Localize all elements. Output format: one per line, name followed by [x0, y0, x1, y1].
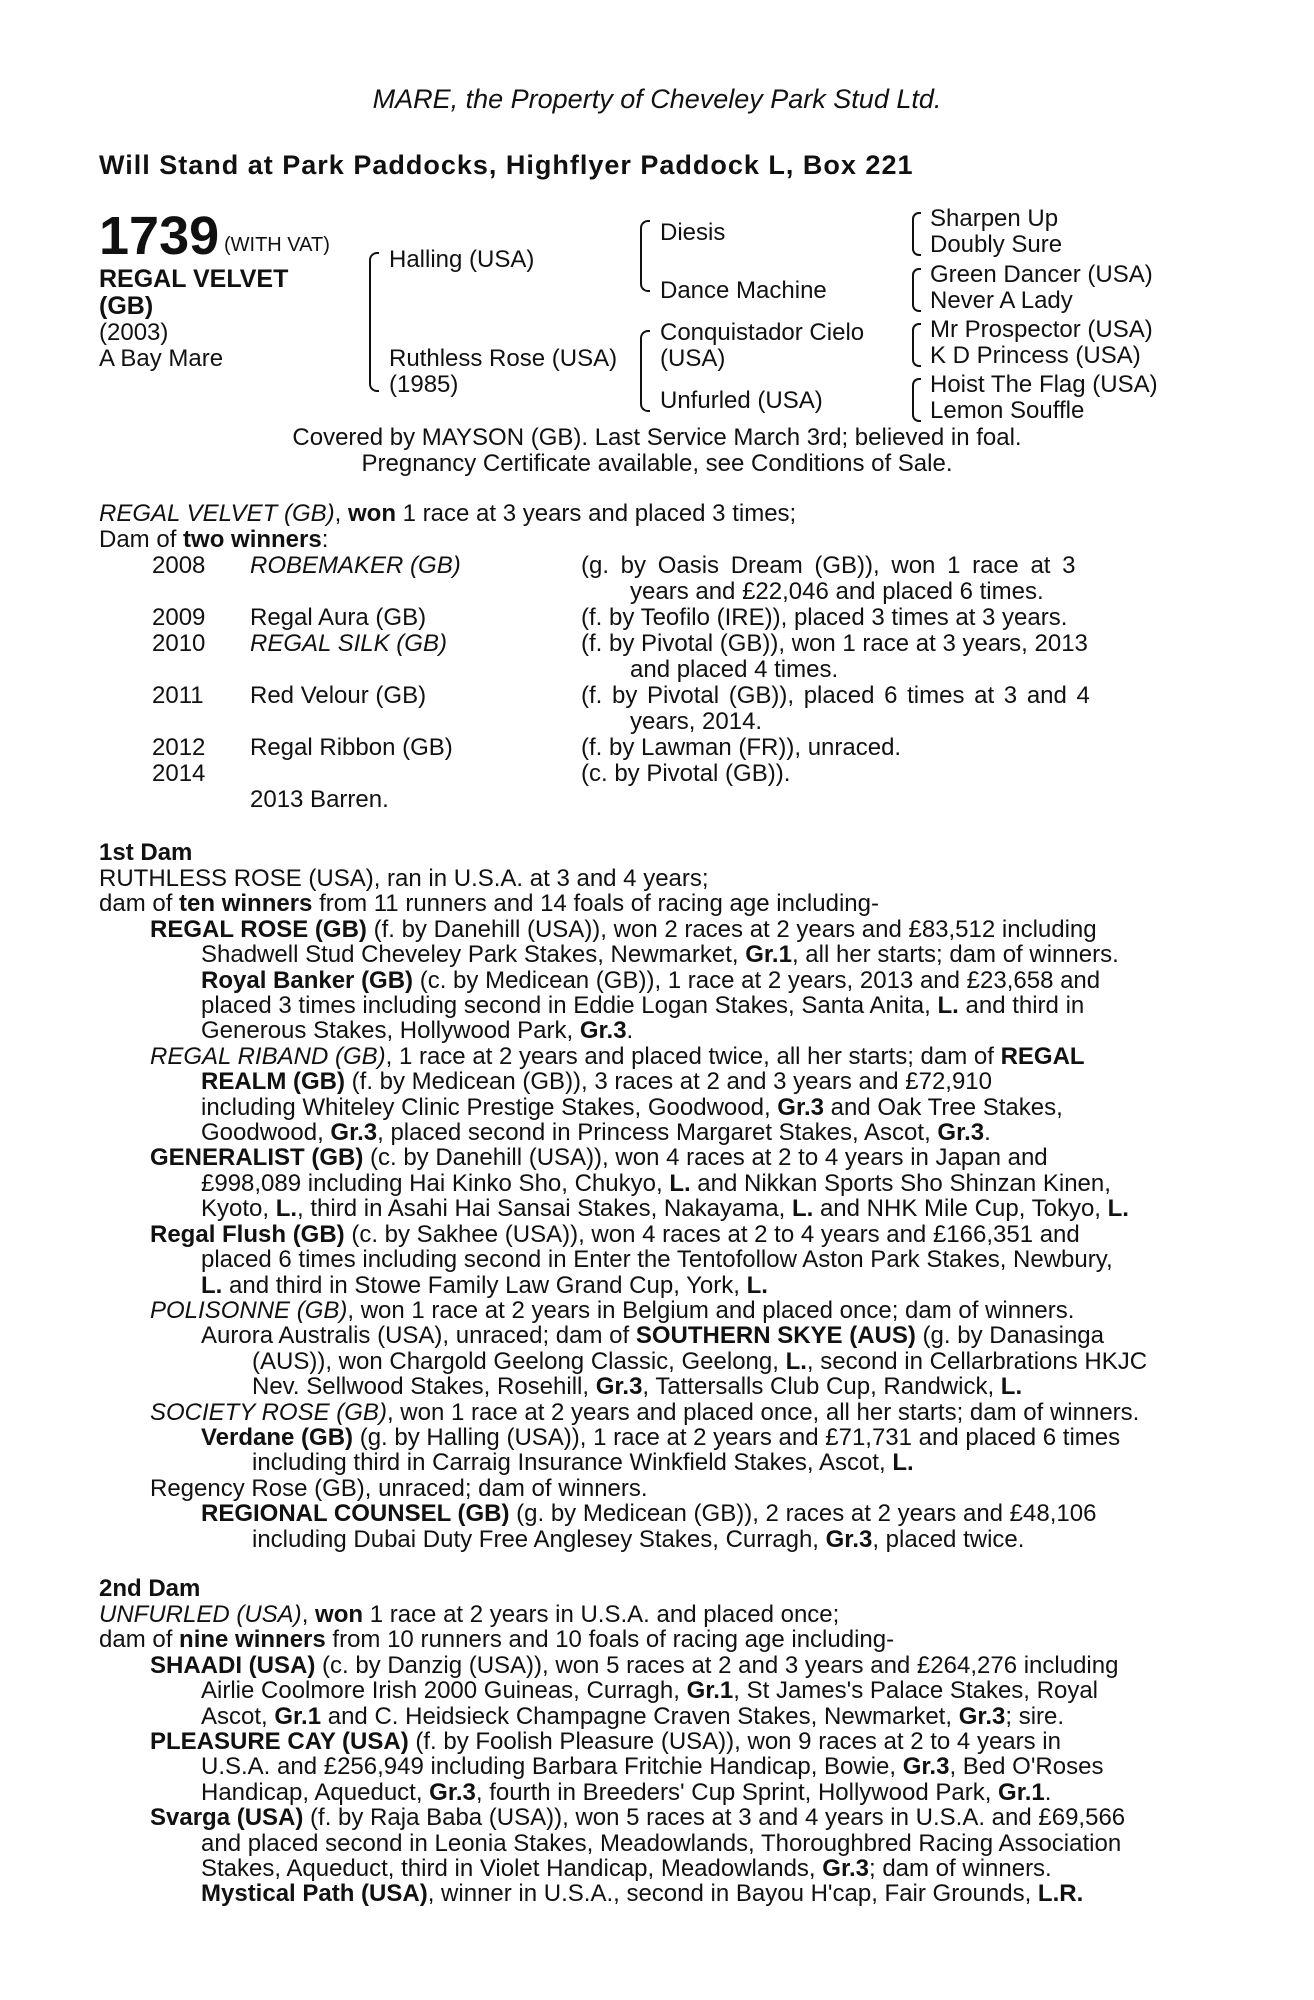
stand-location: Will Stand at Park Paddocks, Highflyer Paddock L, Box 221 [99, 150, 914, 180]
text: Regency Rose (GB), unraced; dam of winners. [150, 1474, 648, 1502]
grade: L. [275, 1195, 298, 1223]
entry-mystical-path [99, 1881, 1204, 1906]
vat-note: (WITH VAT) [224, 234, 330, 256]
horse-origin: (GB) [99, 292, 154, 320]
grade: Gr.3 [822, 1855, 869, 1883]
first-dam-section [99, 866, 1204, 1552]
grade: L. [791, 1195, 814, 1223]
text: , placed second in Princess Margaret Stakes, Ascot, [377, 1119, 938, 1147]
text: Generous Stakes, Hollywood Park, [201, 1017, 580, 1045]
entry-regal-riband [99, 1044, 1204, 1146]
ggs-5: Mr Prospector (USA) [930, 316, 1153, 343]
text: . [626, 1017, 634, 1045]
horse-name: Svarga (USA) [150, 1804, 304, 1832]
pregnancy-note: Pregnancy Certificate available, see Conditions of Sale. [361, 450, 953, 477]
text: Goodwood, [201, 1119, 331, 1147]
horse-name: REGAL [1000, 1042, 1085, 1070]
text: U.S.A. and £256,949 including Barbara Fritchie Handicap, Bowie, [201, 1753, 903, 1781]
produce-name: ROBEMAKER (GB) [250, 552, 461, 579]
entry-regional-counsel [99, 1501, 1204, 1552]
text: , placed twice. [872, 1525, 1025, 1553]
text: 1 race at 2 years in U.S.A. and placed once; [363, 1601, 840, 1628]
dam: Ruthless Rose (USA) [389, 345, 618, 372]
horse-name: Royal Banker (GB) [201, 966, 414, 994]
dam-sire: Conquistador Cielo [660, 319, 865, 346]
barren-note: 2013 Barren. [250, 786, 389, 813]
produce-name: REGAL SILK (GB) [250, 630, 447, 657]
grade: L. [746, 1271, 768, 1299]
produce-year: 2008 [152, 552, 206, 579]
produce-detail: (f. by Lawman (FR)), unraced. [581, 734, 902, 761]
grade: Gr.3 [902, 1753, 950, 1781]
produce-detail-cont: years and £22,046 and placed 6 times. [630, 578, 1044, 605]
text: and placed second in Leonia Stakes, Meadowlands, Thoroughbred Racing Association [201, 1829, 1122, 1857]
sire: Halling (USA) [389, 246, 535, 273]
horse-name: SOCIETY ROSE (GB) [150, 1398, 387, 1426]
horse-name: Mystical Path (USA) [201, 1880, 428, 1908]
produce-year: 2010 [152, 630, 206, 657]
dam-of-count: two winners [183, 526, 322, 553]
text: Handicap, Aqueduct, [201, 1778, 430, 1806]
horse-name: Verdane (GB) [201, 1423, 354, 1451]
grade: Gr.3 [429, 1778, 476, 1806]
produce-name: Regal Aura (GB) [250, 604, 427, 631]
horse-name: SOUTHERN SKYE (AUS) [635, 1322, 916, 1350]
grade: L. [892, 1449, 914, 1477]
pedigree-brace [369, 252, 379, 392]
grade: L. [1000, 1373, 1023, 1401]
produce-detail: (f. by Teofilo (IRE)), placed 3 times at 3 years. [581, 604, 1068, 631]
entry-polisonne [99, 1298, 1204, 1323]
horse-year: (2003) [99, 319, 169, 346]
text: and C. Heidsieck Champagne Craven Stakes, Newmarket, [321, 1702, 959, 1730]
entry-regal-flush [99, 1222, 1204, 1298]
grade: Gr.3 [777, 1093, 824, 1121]
sire-sire: Diesis [660, 219, 726, 246]
text: Stakes, Aqueduct, third in Violet Handicap, Meadowlands, [201, 1855, 823, 1883]
entry-regal-rose [99, 917, 1204, 968]
text: and third in Stowe Family Law Grand Cup, York, [222, 1271, 747, 1299]
dam-sire-origin: (USA) [660, 345, 726, 372]
produce-year: 2009 [152, 604, 206, 631]
grade: Gr.3 [595, 1373, 643, 1401]
text: placed 6 times including second in Enter the Tentofollow Aston Park Stakes, Newbury, [201, 1246, 1113, 1274]
grade: Gr.1 [274, 1702, 322, 1730]
entry-royal-banker [99, 968, 1204, 1044]
ggs-1: Sharpen Up [930, 205, 1059, 232]
horse-name: POLISONNE (GB) [150, 1296, 348, 1324]
mare-record-name: REGAL VELVET (GB) [99, 500, 335, 527]
text: (AUS)), won Chargold Geelong Classic, Geelong, [252, 1347, 786, 1375]
produce-year: 2014 [152, 760, 206, 787]
text: (f. by Raja Baba (USA)), won 5 races at 3 and 4 years in U.S.A. and £69,566 [303, 1804, 1126, 1832]
first-dam-line: RUTHLESS ROSE (USA), ran in U.S.A. at 3 and 4 years; [99, 865, 709, 892]
second-dam-section [99, 1602, 1204, 1907]
text: . [1044, 1778, 1052, 1806]
text: (f. by Medicean (GB)), 3 races at 2 and 3 years and £72,910 [344, 1068, 992, 1096]
text: including Whiteley Clinic Prestige Stakes, Goodwood, [201, 1093, 778, 1121]
text: . [984, 1119, 991, 1147]
grade: Gr.1 [745, 941, 792, 969]
text: , fourth in Breeders' Cup Sprint, Hollywood Park, [475, 1778, 999, 1806]
mare-record-rest: 1 race at 3 years and placed 3 times; [395, 500, 797, 527]
grade: L. [937, 992, 959, 1020]
text: from 11 runners and 14 foals of racing age including- [312, 890, 879, 918]
ggs-4: Never A Lady [930, 287, 1073, 314]
text: , won 1 race at 2 years and placed once, all her starts; dam of winners. [386, 1398, 1140, 1426]
text: Nev. Sellwood Stakes, Rosehill, [252, 1373, 596, 1401]
entry-society-rose [99, 1400, 1204, 1425]
text: , Bed O'Roses [949, 1753, 1104, 1781]
entry-svarga [99, 1805, 1204, 1881]
text: (f. by Danehill (USA)), won 2 races at 2 years and £83,512 including [366, 915, 1097, 943]
grade: Gr.3 [937, 1119, 985, 1147]
text: placed 3 times including second in Eddie Logan Stakes, Santa Anita, [201, 992, 938, 1020]
ggs-6: K D Princess (USA) [930, 342, 1141, 369]
mare-record-won: won [347, 500, 396, 527]
dam-of-line: Dam of two winners: [99, 526, 329, 553]
text: won [315, 1601, 364, 1628]
ggs-brace-3 [912, 323, 921, 367]
produce-detail-cont: and placed 4 times. [630, 656, 839, 683]
dam-dam: Unfurled (USA) [660, 387, 823, 414]
entry-pleasure-cay [99, 1729, 1204, 1805]
ggs-7: Hoist The Flag (USA) [930, 371, 1158, 398]
ggs-3: Green Dancer (USA) [930, 261, 1153, 288]
winners-count: ten winners [179, 890, 313, 918]
ggs-brace-4 [912, 378, 921, 422]
grade: L.R. [1037, 1880, 1084, 1908]
text: , St James's Palace Stakes, Royal [733, 1677, 1098, 1705]
horse-name: GENERALIST (GB) [150, 1144, 364, 1172]
produce-year: 2011 [152, 682, 204, 709]
page-title: MARE, the Property of Cheveley Park Stud Ltd. [372, 84, 942, 114]
text: (c. by Danehill (USA)), won 4 races at 2 to 4 years in Japan and [363, 1144, 1048, 1172]
text: from 10 runners and 10 foals of racing age including- [325, 1626, 895, 1654]
sire-brace [640, 220, 650, 292]
text: , 1 race at 2 years and placed twice, all her starts; dam of [385, 1042, 1001, 1070]
text: , all her starts; dam of winners. [791, 941, 1119, 969]
grade: L. [785, 1347, 807, 1375]
text: and Nikkan Sports Sho Shinzan Kinen, [690, 1169, 1111, 1197]
horse-name: REGIONAL COUNSEL (GB) [201, 1500, 510, 1528]
produce-year: 2012 [152, 734, 206, 761]
first-dam-heading: 1st Dam [99, 839, 193, 866]
text: , second in Cellarbrations HKJC [806, 1347, 1148, 1375]
produce-detail: (f. by Pivotal (GB)), placed 6 times at 3 and 4 [581, 682, 1090, 709]
grade: L. [201, 1271, 223, 1299]
grade: Gr.3 [579, 1017, 627, 1045]
first-dam-winners [99, 891, 1204, 916]
text: (g. by Medicean (GB)), 2 races at 2 years and £48,106 [509, 1500, 1097, 1528]
text: dam of [99, 890, 180, 918]
grade: Gr.3 [330, 1119, 378, 1147]
grade: Gr.1 [998, 1778, 1045, 1806]
sire-dam: Dance Machine [660, 277, 827, 304]
horse-name: REGAL VELVET [99, 265, 289, 293]
dam-of-text: Dam of [99, 526, 184, 553]
text: ; dam of winners. [868, 1855, 1052, 1883]
text: , third in Asahi Hai Sansai Stakes, Nakayama, [297, 1195, 792, 1223]
text: Airlie Coolmore Irish 2000 Guineas, Curragh, [201, 1677, 687, 1705]
ggs-brace-1 [912, 212, 921, 256]
text: Kyoto, [201, 1195, 276, 1223]
horse-name: REALM (GB) [201, 1068, 345, 1096]
text: dam of [99, 1626, 180, 1654]
text: Shadwell Stud Cheveley Park Stakes, Newmarket, [201, 941, 746, 969]
entry-generalist [99, 1145, 1204, 1221]
horse-description: A Bay Mare [99, 345, 224, 372]
horse-name: Regal Flush (GB) [150, 1220, 345, 1248]
produce-detail: (g. by Oasis Dream (GB)), won 1 race at 3 [581, 552, 1076, 579]
text: , won 1 race at 2 years in Belgium and placed once; dam of winners. [347, 1296, 1075, 1324]
dam-year: (1985) [389, 371, 459, 398]
horse-name: REGAL RIBAND (GB) [150, 1042, 386, 1070]
horse-name: PLEASURE CAY (USA) [150, 1728, 409, 1756]
covered-by: Covered by MAYSON (GB). Last Service March 3rd; believed in foal. [292, 424, 1022, 451]
text: , Tattersalls Club Cup, Randwick, [642, 1373, 1001, 1401]
horse-name: UNFURLED (USA) [99, 1601, 302, 1628]
text: (f. by Foolish Pleasure (USA)), won 9 races at 2 to 4 years in [408, 1728, 1061, 1756]
ggs-2: Doubly Sure [930, 231, 1063, 258]
ggs-8: Lemon Souffle [930, 397, 1085, 424]
text: (c. by Medicean (GB)), 1 race at 2 years, 2013 and £23,658 and [413, 966, 1101, 994]
text: and NHK Mile Cup, Tokyo, [813, 1195, 1108, 1223]
text: (g. by Danasinga [915, 1322, 1104, 1350]
text: Aurora Australis (USA), unraced; dam of [201, 1322, 636, 1350]
dam-brace [640, 330, 650, 412]
grade: Gr.3 [958, 1702, 1006, 1730]
text: and Oak Tree Stakes, [823, 1093, 1063, 1121]
produce-detail: (f. by Pivotal (GB)), won 1 race at 3 years, 2013 [581, 630, 1088, 657]
text: (g. by Halling (USA)), 1 race at 2 years and £71,731 and placed 6 times [353, 1423, 1121, 1451]
entry-shaadi [99, 1653, 1204, 1729]
grade: L. [1107, 1195, 1129, 1223]
text: (c. by Danzig (USA)), won 5 races at 2 and 3 years and £264,276 including [315, 1651, 1119, 1679]
horse-name: REGAL ROSE (GB) [150, 915, 367, 943]
lot-number: 1739 [99, 206, 220, 266]
text: including third in Carraig Insurance Winkfield Stakes, Ascot, [252, 1449, 893, 1477]
second-dam-heading: 2nd Dam [99, 1575, 201, 1602]
text: , [301, 1601, 316, 1628]
text: £998,089 including Hai Kinko Sho, Chukyo, [201, 1169, 670, 1197]
text: (c. by Sakhee (USA)), won 4 races at 2 to 4 years and £166,351 and [344, 1220, 1080, 1248]
produce-name: Regal Ribbon (GB) [250, 734, 453, 761]
ggs-brace-2 [912, 268, 921, 312]
entry-verdane [99, 1425, 1204, 1476]
produce-detail-cont: years, 2014. [630, 708, 763, 735]
entry-regency-rose [99, 1476, 1204, 1501]
text: ; sire. [1005, 1702, 1065, 1730]
text: including Dubai Duty Free Anglesey Stakes, Curragh, [252, 1525, 826, 1553]
entry-aurora-australis [99, 1323, 1204, 1399]
produce-detail: (c. by Pivotal (GB)). [581, 760, 791, 787]
grade: Gr.1 [686, 1677, 734, 1705]
winners-count: nine winners [179, 1626, 326, 1654]
produce-name: Red Velour (GB) [250, 682, 427, 709]
mare-record: REGAL VELVET (GB), won 1 race at 3 years and placed 3 times; [99, 500, 797, 527]
text: , winner in U.S.A., second in Bayou H'cap, Fair Grounds, [427, 1880, 1038, 1908]
text: and third in [958, 992, 1085, 1020]
horse-name: SHAADI (USA) [150, 1651, 316, 1679]
text: Ascot, [201, 1702, 275, 1730]
grade: L. [669, 1169, 691, 1197]
grade: Gr.3 [825, 1525, 873, 1553]
